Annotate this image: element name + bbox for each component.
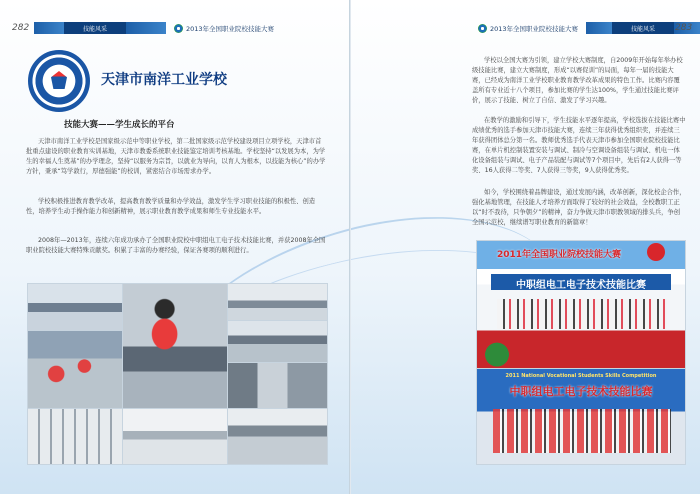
header-title: 2013年全国职业院校技能大赛 [186, 24, 275, 33]
school-emblem-icon [51, 71, 67, 89]
body-paragraph: 在教学的激励和引导下，学生技能水平逐年提高，学校选拔在技能比赛中成绩优秀的选手参加天津市技能大赛，连续三年获得优秀组织奖，并连续三年获得团体总分第一名。教师优秀选手代表天津市参加全国职业院校技能比赛，在单片机控制装置安装与调试、制冷与空调设备组装与调试、机电一体化设备组装与调试、电子产品装配与调试等7个项目中，先后有2人获得一等奖、16人获得二等奖、7人获得三等奖，9人获得优秀奖。 [472, 117, 686, 174]
opening-ceremony-photo [476, 240, 686, 370]
header-bar [586, 22, 612, 34]
school-name: 天津市南洋工业学校 [101, 72, 227, 88]
equipment-photo [227, 362, 328, 410]
training-room-photo [122, 408, 228, 465]
lab-photo [227, 320, 328, 364]
group-banner-text: 中职组电工电子技术技能比赛 [509, 385, 653, 398]
page-header [34, 22, 274, 34]
workshop-photo [27, 283, 123, 332]
body-paragraph: 如今，学校围绕着品牌建设，通过发展内涵，改革创新，深化校企合作，强化基地管理，在技能人才培养方面取得了较好的社会效益，全校教职工正以“时不我待，只争朝夕”的精神，奋力争做天津市职教领域的排头兵，争创全国示范校，继续谱写职业教育的新篇章！ [472, 189, 686, 226]
ceremony-banner-title: 2011年全国职业院校技能大赛 [497, 250, 622, 260]
header-bar [34, 22, 64, 34]
workstation-photo [227, 408, 328, 465]
header-title-wrap [166, 24, 274, 33]
group-photo [476, 368, 686, 465]
school-logo [28, 50, 90, 112]
group-people [493, 409, 671, 453]
student-at-bench-photo [122, 283, 228, 410]
competition-logo-icon [478, 24, 487, 33]
header-title-wrap [478, 24, 586, 33]
ceremony-banner [491, 274, 671, 290]
banner-english-text: 2011 National Vocational Students Skills Competition [505, 373, 657, 379]
electrical-panel-photo [27, 408, 123, 465]
crowd-people [497, 299, 667, 329]
right-page [350, 0, 700, 494]
page-number: 283 [675, 23, 693, 33]
body-paragraph: 学校以全国大赛为引领，建立学校大赛制度，自2009年开始每年举办校级技能比赛，建立大赛制度，形成“以赛促训”的局面，每年一届的技能大赛，已经成为南洋工业学校职业教育教学改革成果的特色工作。比赛内容覆盖所有专业近十八个项目，参加比赛的学生达100%，学生通过技能比赛评价，展示了技能、树立了自信、激发了学习兴趣。 [472, 57, 683, 104]
body-paragraph: 学校积极推进教育教学改革，提高教育教学质量和办学效益，激发学生学习职业技能的积极性、创造性，培养学生动手操作能力和创新精神，展示职业教育教学成果和师生专业技能水平。 [26, 198, 316, 215]
header-bar [126, 22, 166, 34]
page-header [478, 22, 700, 34]
body-paragraph: 2008年—2013年，连续六年成功承办了全国职业院校中职组电工电子技术技能比赛，并获2008年全国职业院校技能大赛特殊贡献奖。积累了丰富的办赛经验，保证各赛项的顺利进行。 [26, 237, 326, 254]
students-training-photo [27, 330, 123, 410]
competition-logo-icon [174, 24, 183, 33]
plants-decoration [477, 333, 517, 369]
header-tab: 技能风采 [612, 22, 674, 34]
body-paragraph: 天津市南洋工业学校是国家级示范中等职业学校，第二批国家级示范学校建设项目立项学校，天津市首批重点建设的职业教育实训基地，天津市教委系统职业技能鉴定培训考核基地。学校坚持“以发展为本，为学生的幸福人生奠基”的办学理念，坚持“以服务为宗旨，以就业为导向，以育人为根本，以技能为核心”的办学方针，秉承“笃学敦行，厚德强能”的校训，紧密结合市场需求办学。 [26, 138, 326, 175]
page-number: 282 [12, 23, 30, 33]
classroom-photo [227, 283, 328, 322]
header-title: 2013年全国职业院校技能大赛 [490, 24, 579, 33]
header-tab: 技能风采 [64, 22, 126, 34]
section-subtitle: 技能大赛——学生成长的平台 [64, 120, 175, 130]
ceremony-banner-text: 中职组电工电子技术技能比赛 [516, 280, 646, 291]
red-balloon-icon [647, 243, 665, 261]
